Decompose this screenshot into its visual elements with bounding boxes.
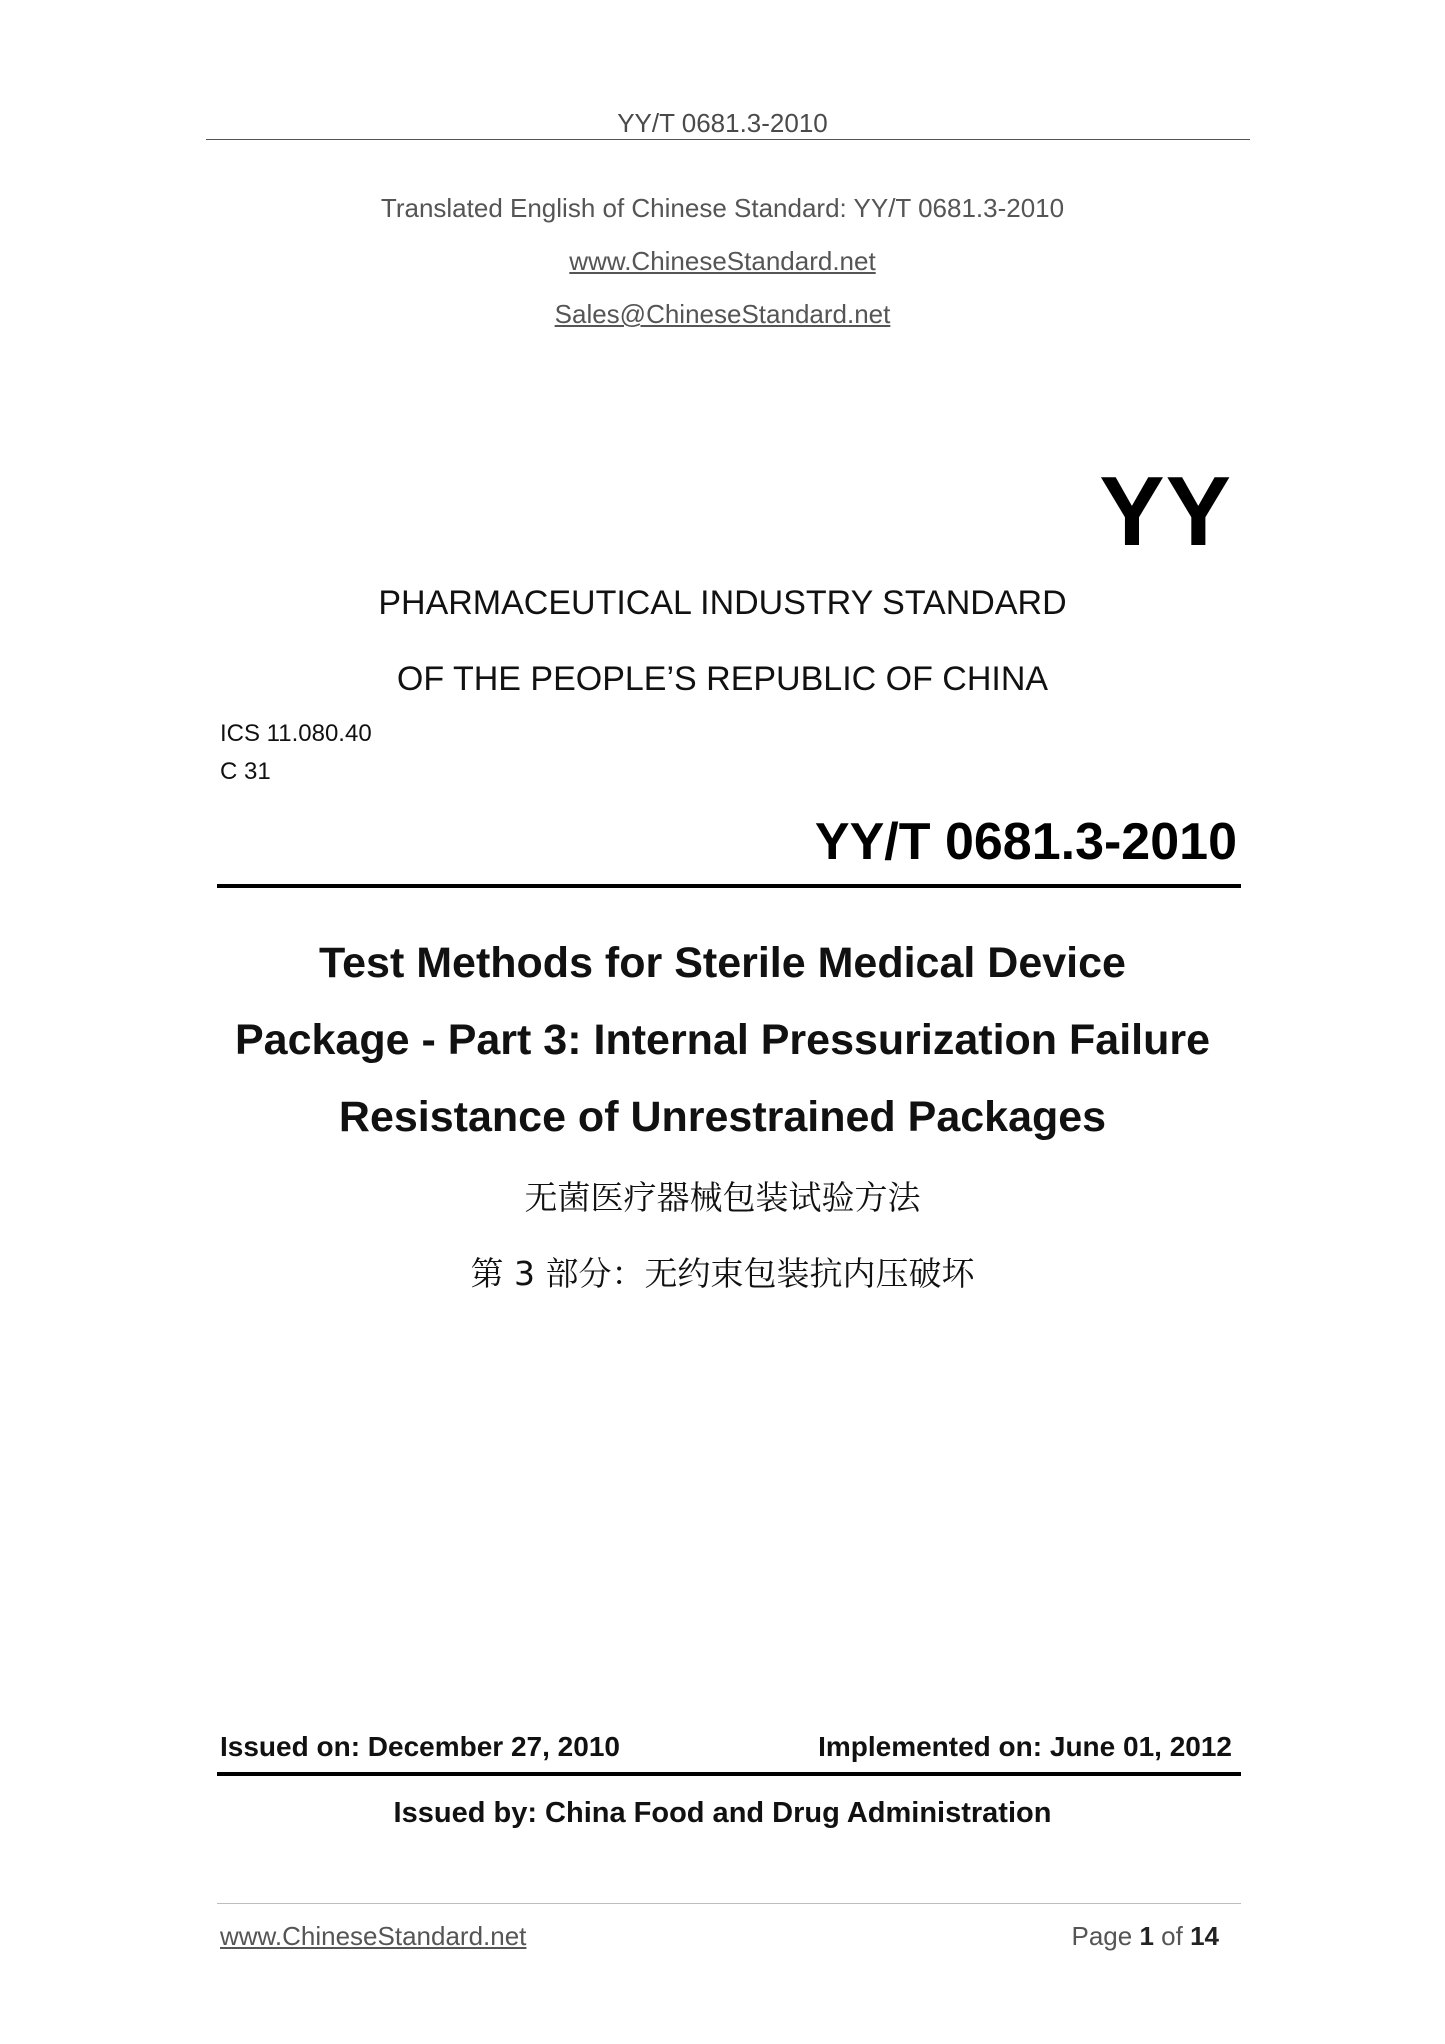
issuer: Issued by: China Food and Drug Administration <box>393 1797 1052 1829</box>
implemented-date: Implemented on: June 01, 2012 <box>818 1731 1232 1762</box>
dates-divider <box>217 1772 1241 1776</box>
title-cn-line2: 第 3 部分：无约束包装抗内压破坏 <box>470 1254 975 1293</box>
email-link-row <box>0 299 1445 330</box>
email-link[interactable]: Sales@ChineseStandard.net <box>554 299 891 329</box>
page-sep: of <box>1161 1921 1183 1951</box>
title-en-line2: Package - Part 3: Internal Pressurization Failure <box>234 1016 1211 1064</box>
translation-note: Translated English of Chinese Standard: YY/T 0681.3-2010 <box>380 193 1065 223</box>
ccs-code: C 31 <box>220 758 271 785</box>
ics-code: ICS 11.080.40 <box>220 720 372 747</box>
footer-website-row <box>220 1921 526 1952</box>
page-prefix: Page <box>1071 1921 1133 1951</box>
title-en-line1: Test Methods for Sterile Medical Device <box>319 939 1126 987</box>
page-indicator <box>1071 1921 1219 1952</box>
title-en-line3: Resistance of Unrestrained Packages <box>338 1093 1107 1141</box>
page-total: 14 <box>1190 1921 1219 1951</box>
issued-date: Issued on: December 27, 2010 <box>220 1731 620 1762</box>
standard-type-line2: OF THE PEOPLE’S REPUBLIC OF CHINA <box>396 660 1049 698</box>
footer-website-link[interactable]: www.ChineseStandard.net <box>220 1921 527 1951</box>
title-cn-line1: 无菌医疗器械包装试验方法 <box>524 1178 921 1217</box>
page-current: 1 <box>1139 1921 1154 1951</box>
running-header: YY/T 0681.3-2010 <box>617 108 828 138</box>
standard-mark: YY <box>1099 456 1232 566</box>
standard-code: YY/T 0681.3-2010 <box>814 813 1237 871</box>
code-divider <box>217 884 1241 888</box>
header-divider <box>206 139 1250 140</box>
standard-type-line1: PHARMACEUTICAL INDUSTRY STANDARD <box>378 584 1067 622</box>
footer-divider <box>217 1903 1241 1904</box>
website-link[interactable]: www.ChineseStandard.net <box>569 246 876 276</box>
website-link-row <box>0 246 1445 277</box>
